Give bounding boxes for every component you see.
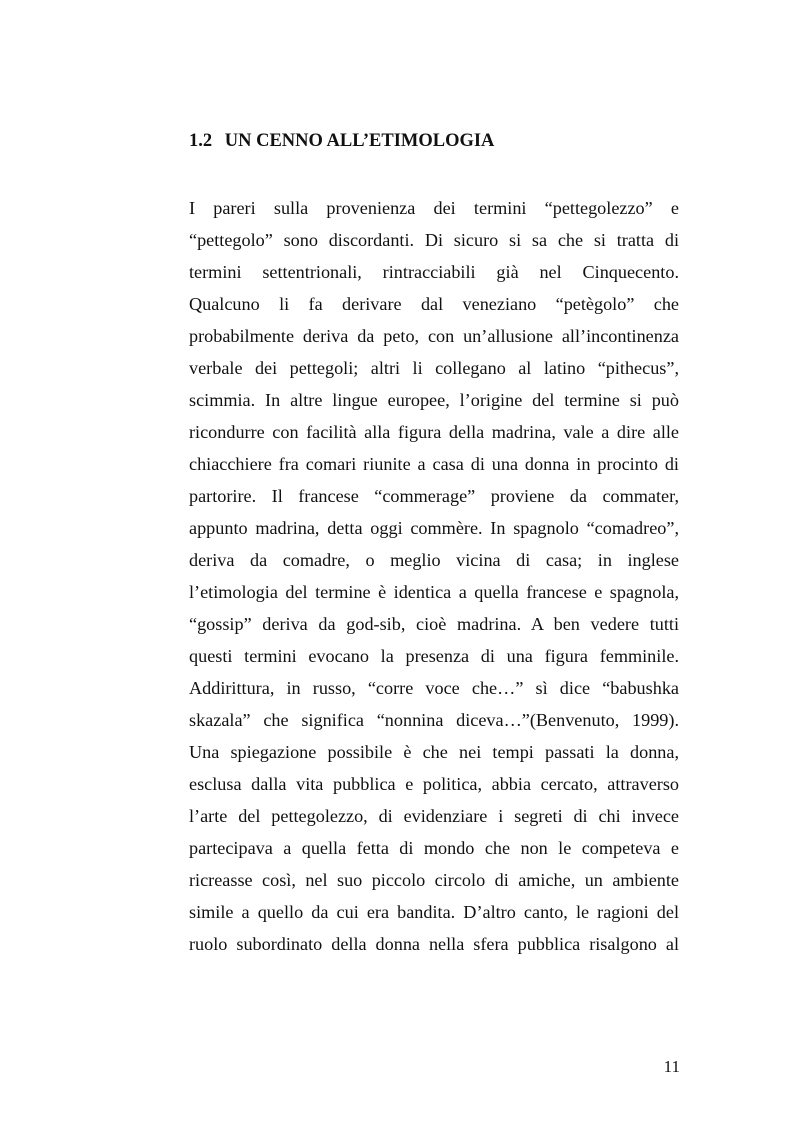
- text-line: “pettegolo” sono discordanti. Di sicuro si sa che si tratta di: [189, 230, 679, 250]
- text-line: deriva da comadre, o meglio vicina di casa; in inglese: [189, 550, 679, 570]
- text-line: probabilmente deriva da peto, con un’allusione all’incontinenza: [189, 326, 679, 346]
- body-paragraph: [189, 192, 679, 960]
- section-number: 1.2: [189, 131, 213, 151]
- text-line: ricreasse così, nel suo piccolo circolo di amiche, un ambiente: [189, 870, 679, 890]
- text-line: chiacchiere fra comari riunite a casa di una donna in procinto di: [189, 454, 679, 474]
- text-line: ricondurre con facilità alla figura della madrina, vale a dire alle: [189, 422, 679, 442]
- text-line: Una spiegazione possibile è che nei tempi passati la donna,: [189, 742, 679, 762]
- text-line: simile a quello da cui era bandita. D’altro canto, le ragioni del: [189, 902, 679, 922]
- text-line: scimmia. In altre lingue europee, l’origine del termine si può: [189, 390, 679, 410]
- text-line: I pareri sulla provenienza dei termini “pettegolezzo” e: [189, 198, 679, 218]
- text-line: partecipava a quella fetta di mondo che non le competeva e: [189, 838, 679, 858]
- text-line: partorire. Il francese “commerage” proviene da commater,: [189, 486, 679, 506]
- text-line: l’arte del pettegolezzo, di evidenziare i segreti di chi invece: [189, 806, 679, 826]
- text-line: “gossip” deriva da god-sib, cioè madrina. A ben vedere tutti: [189, 614, 679, 634]
- text-line: termini settentrionali, rintracciabili già nel Cinquecento.: [189, 262, 679, 282]
- text-line: Addirittura, in russo, “corre voce che…” sì dice “babushka: [189, 678, 679, 698]
- text-line: Qualcuno li fa derivare dal veneziano “petègolo” che: [189, 294, 679, 314]
- text-line: l’etimologia del termine è identica a quella francese e spagnola,: [189, 582, 679, 602]
- text-line: questi termini evocano la presenza di una figura femminile.: [189, 646, 679, 666]
- section-heading: [189, 131, 494, 152]
- text-line: verbale dei pettegoli; altri li collegano al latino “pithecus”,: [189, 358, 679, 378]
- page-number: 11: [663, 1057, 680, 1076]
- text-line: appunto madrina, detta oggi commère. In spagnolo “comadreo”,: [189, 518, 679, 538]
- text-line: skazala” che significa “nonnina diceva…”(Benvenuto, 1999).: [189, 710, 679, 730]
- section-title: UN CENNO ALL’ETIMOLOGIA: [224, 131, 495, 151]
- text-line: ruolo subordinato della donna nella sfera pubblica risalgono al: [189, 934, 679, 954]
- text-line: esclusa dalla vita pubblica e politica, abbia cercato, attraverso: [189, 774, 679, 794]
